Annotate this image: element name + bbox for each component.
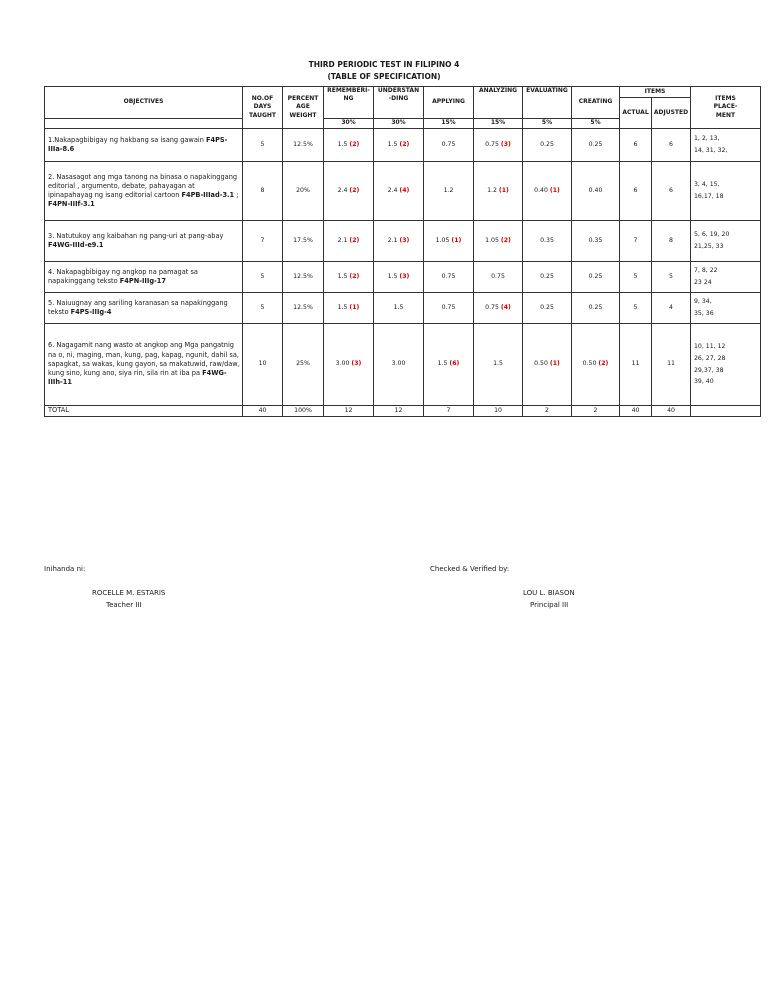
- checked-by-label: Checked & Verified by:: [430, 565, 510, 573]
- prepared-by-title: Teacher III: [106, 601, 142, 609]
- percent-cell: 20%: [283, 162, 324, 221]
- adjusted-cell: 4: [652, 293, 691, 324]
- percent-cell: 12.5%: [283, 129, 324, 162]
- total-evaluating: 2: [523, 406, 572, 417]
- understanding-cell: 1.5: [374, 293, 424, 324]
- objective-cell: 6. Nagagamit nang wasto at angkop ang Mga pangatnig na o, ni, maging, man, kung, pag, kapag, ngunit, dahil sa, sapagkat, sa wakas, kung gayon, sa makatuwid, raw/daw, kung sino, kung ano, siya rin, sila rin at iba pa F4WG-IIIh-11: [45, 324, 243, 406]
- table-row: [45, 293, 761, 324]
- header-applying: APPLYING: [424, 87, 474, 119]
- header-items: ITEMS: [620, 87, 691, 98]
- header-adjusted: ADJUSTED: [652, 98, 691, 129]
- table-row: [45, 221, 761, 262]
- creating-cell: 0.40: [572, 162, 620, 221]
- header-remembering: REMEMBERI- NG: [324, 87, 374, 119]
- remembering-cell: 2.4 (2): [324, 162, 374, 221]
- table-row: [45, 262, 761, 293]
- applying-cell: 0.75: [424, 129, 474, 162]
- header-objectives: OBJECTIVES: [45, 87, 243, 119]
- understanding-cell: 1.5 (2): [374, 129, 424, 162]
- specification-table: [44, 86, 761, 417]
- remembering-cell: 3.00 (3): [324, 324, 374, 406]
- header-actual: ACTUAL: [620, 98, 652, 129]
- total-percent: 100%: [283, 406, 324, 417]
- adjusted-cell: 6: [652, 129, 691, 162]
- total-days: 40: [243, 406, 283, 417]
- total-applying: 7: [424, 406, 474, 417]
- total-placement: [691, 406, 761, 417]
- percent-cell: 17.5%: [283, 221, 324, 262]
- header-row: [45, 87, 761, 98]
- placement-cell: 7, 8, 22 23 24: [691, 262, 761, 293]
- total-row: [45, 406, 761, 417]
- evaluating-cell: 0.50 (1): [523, 324, 572, 406]
- table-row: [45, 162, 761, 221]
- total-adjusted: 40: [652, 406, 691, 417]
- days-cell: 5: [243, 293, 283, 324]
- remembering-cell: 1.5 (2): [324, 129, 374, 162]
- objective-cell: 3. Natutukoy ang kaibahan ng pang-uri at pang-abay F4WG-IIId-e9.1: [45, 221, 243, 262]
- adjusted-cell: 6: [652, 162, 691, 221]
- days-cell: 5: [243, 262, 283, 293]
- adjusted-cell: 11: [652, 324, 691, 406]
- percent-cell: 12.5%: [283, 262, 324, 293]
- applying-cell: 1.2: [424, 162, 474, 221]
- checked-by-name: LOU L. BIASON: [523, 589, 575, 597]
- creating-cell: 0.35: [572, 221, 620, 262]
- remembering-cell: 2.1 (2): [324, 221, 374, 262]
- header-days: NO.OF DAYS TAUGHT: [243, 87, 283, 129]
- days-cell: 7: [243, 221, 283, 262]
- pct-evaluating: 5%: [523, 119, 572, 129]
- placement-cell: 9, 34, 35, 36: [691, 293, 761, 324]
- days-cell: 8: [243, 162, 283, 221]
- applying-cell: 1.5 (6): [424, 324, 474, 406]
- creating-cell: 0.25: [572, 293, 620, 324]
- actual-cell: 6: [620, 129, 652, 162]
- actual-cell: 7: [620, 221, 652, 262]
- prepared-by-label: Inihanda ni:: [44, 565, 86, 573]
- total-remembering: 12: [324, 406, 374, 417]
- placement-cell: 10, 11, 12 26, 27, 28 29,37, 38 39, 40: [691, 324, 761, 406]
- header-percent: PERCENT AGE WEIGHT: [283, 87, 324, 129]
- days-cell: 10: [243, 324, 283, 406]
- total-label: TOTAL: [45, 406, 243, 417]
- percent-cell: 12.5%: [283, 293, 324, 324]
- analyzing-cell: 0.75 (4): [474, 293, 523, 324]
- adjusted-cell: 8: [652, 221, 691, 262]
- actual-cell: 5: [620, 293, 652, 324]
- applying-cell: 0.75: [424, 262, 474, 293]
- actual-cell: 11: [620, 324, 652, 406]
- document-title: THIRD PERIODIC TEST IN FILIPINO 4: [308, 60, 460, 69]
- evaluating-cell: 0.40 (1): [523, 162, 572, 221]
- total-creating: 2: [572, 406, 620, 417]
- analyzing-cell: 0.75 (3): [474, 129, 523, 162]
- header-creating: CREATING: [572, 87, 620, 119]
- table-row: [45, 324, 761, 406]
- evaluating-cell: 0.25: [523, 293, 572, 324]
- evaluating-cell: 0.25: [523, 262, 572, 293]
- analyzing-cell: 1.05 (2): [474, 221, 523, 262]
- objective-cell: 4. Nakapagbibigay ng angkop na pamagat sa napakinggang teksto F4PN-IIIg-17: [45, 262, 243, 293]
- analyzing-cell: 1.5: [474, 324, 523, 406]
- header-analyzing: ANALYZING: [474, 87, 523, 119]
- pct-analyzing: 15%: [474, 119, 523, 129]
- header-understanding: UNDERSTAN -DING: [374, 87, 424, 119]
- pct-creating: 5%: [572, 119, 620, 129]
- checked-by-title: Principal III: [530, 601, 569, 609]
- understanding-cell: 2.1 (3): [374, 221, 424, 262]
- applying-cell: 1.05 (1): [424, 221, 474, 262]
- header-placement: ITEMS PLACE- MENT: [691, 87, 761, 129]
- remembering-cell: 1.5 (2): [324, 262, 374, 293]
- understanding-cell: 3.00: [374, 324, 424, 406]
- pct-understanding: 30%: [374, 119, 424, 129]
- remembering-cell: 1.5 (1): [324, 293, 374, 324]
- days-cell: 5: [243, 129, 283, 162]
- analyzing-cell: 1.2 (1): [474, 162, 523, 221]
- objective-cell: 5. Naiuugnay ang sariling karanasan sa napakinggang teksto F4PS-IIIg-4: [45, 293, 243, 324]
- prepared-by-name: ROCELLE M. ESTARIS: [92, 589, 166, 597]
- total-analyzing: 10: [474, 406, 523, 417]
- applying-cell: 0.75: [424, 293, 474, 324]
- pct-remembering: 30%: [324, 119, 374, 129]
- table-row: [45, 129, 761, 162]
- document-subtitle: (TABLE OF SPECIFICATION): [327, 72, 441, 81]
- creating-cell: 0.25: [572, 129, 620, 162]
- header-objectives-blank: [45, 119, 243, 129]
- header-evaluating: EVALUATING: [523, 87, 572, 119]
- placement-cell: 3, 4, 15, 16,17, 18: [691, 162, 761, 221]
- placement-cell: 5, 6, 19, 20 21,25, 33: [691, 221, 761, 262]
- placement-cell: 1, 2, 13, 14, 31, 32,: [691, 129, 761, 162]
- creating-cell: 0.50 (2): [572, 324, 620, 406]
- adjusted-cell: 5: [652, 262, 691, 293]
- actual-cell: 6: [620, 162, 652, 221]
- evaluating-cell: 0.35: [523, 221, 572, 262]
- understanding-cell: 2.4 (4): [374, 162, 424, 221]
- pct-applying: 15%: [424, 119, 474, 129]
- total-actual: 40: [620, 406, 652, 417]
- objective-cell: 2. Nasasagot ang mga tanong na binasa o napakinggang editorial , argumento, debate, pahayagan at ipinapahayag ng isang editorial cartoon F4PB-IIIad-3.1 ; F4PN-IIIf-3.1: [45, 162, 243, 221]
- objective-cell: 1.Nakapagbibigay ng hakbang sa isang gawain F4PS-IIIa-8.6: [45, 129, 243, 162]
- actual-cell: 5: [620, 262, 652, 293]
- analyzing-cell: 0.75: [474, 262, 523, 293]
- total-understanding: 12: [374, 406, 424, 417]
- percent-cell: 25%: [283, 324, 324, 406]
- understanding-cell: 1.5 (3): [374, 262, 424, 293]
- creating-cell: 0.25: [572, 262, 620, 293]
- evaluating-cell: 0.25: [523, 129, 572, 162]
